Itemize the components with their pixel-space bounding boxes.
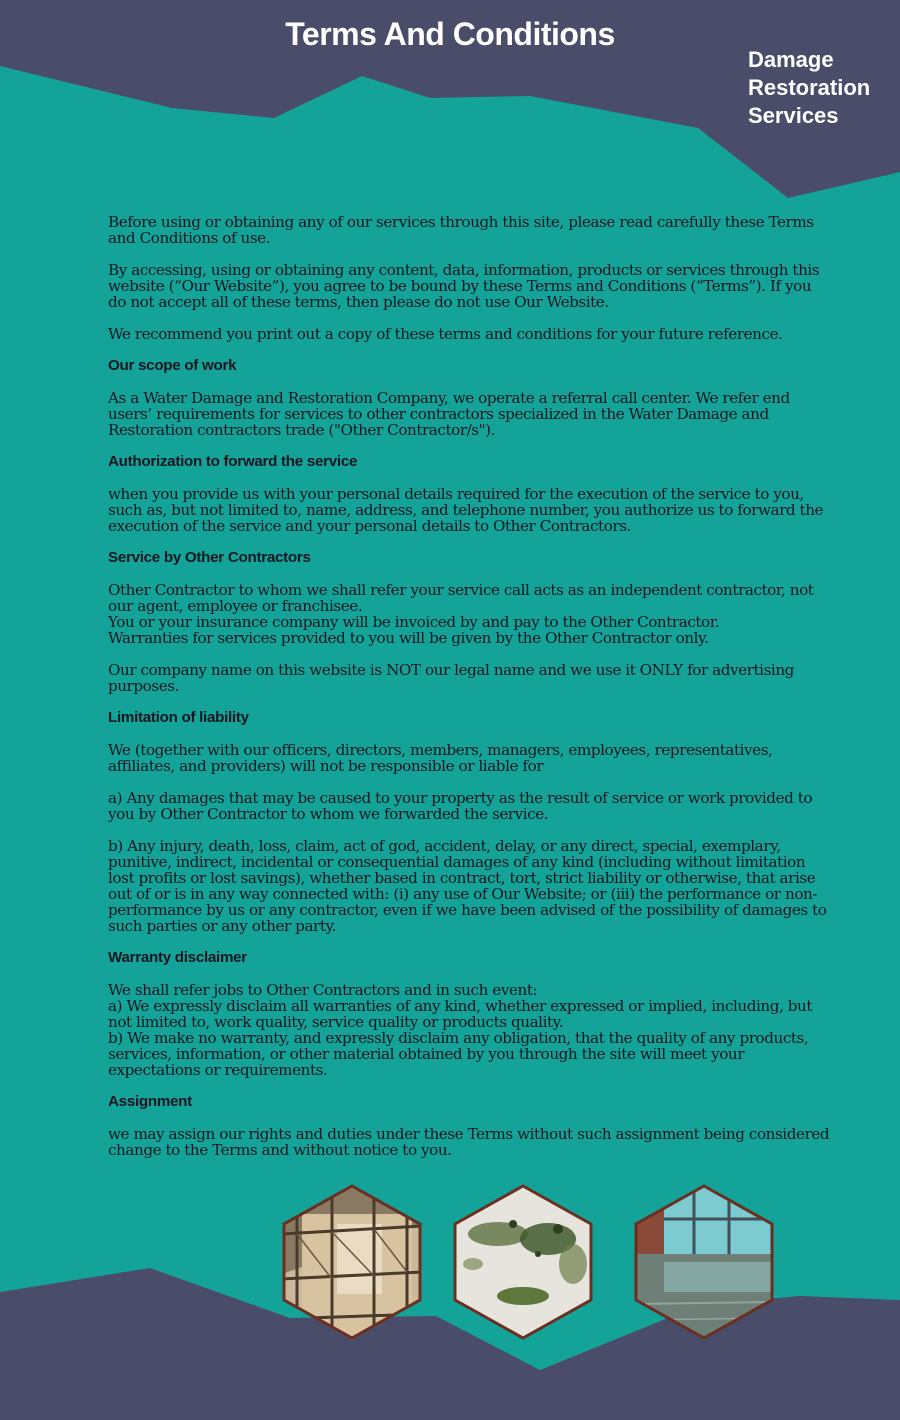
authorization-paragraph: when you provide us with your personal details required for the execution of the service to you, such as, but not limited to, name, address, and telephone number, you authorize us to forward the execution of the service and your personal details to Other Contractors. (108, 485, 824, 535)
liability-paragraph-3: b) Any injury, death, loss, claim, act of god, accident, delay, or any direct, special, exemplary, punitive, indirect, incidental or consequential damages of any kind (including without limitation lost profits or lost savings), whether based in contract, tort, strict liability or otherwise, that arise out of or is in any way connected with: (i) any use of Our Website; or (iii) the performance or non-performance by us or any contractor, even if we have been advised of the possibility of damages to such parties or any other party. (108, 837, 827, 935)
liability-paragraph-1: We (together with our officers, directors, members, managers, employees, representatives, affiliates, and providers) will not be responsible or liable for (108, 741, 773, 775)
warranty-heading: Warranty disclaimer (108, 949, 247, 966)
terms-content (108, 214, 830, 1174)
service-line-1: Other Contractor to whom we shall refer your service call acts as an independent contractor, not our agent, employee or franchisee. (108, 581, 814, 615)
intro-paragraph-2: By accessing, using or obtaining any content, data, information, products or services through this website (“Our Website”), you agree to be bound by these Terms and Conditions (“Terms”). If you do not accept all of these terms, then please do not use Our Website. (108, 261, 820, 311)
scope-paragraph: As a Water Damage and Restoration Company, we operate a referral call center. We refer end users’ requirements for services to other contractors specialized in the Water Damage and Restoration contractors trade ("Other Contractor/s"). (108, 389, 790, 439)
assignment-paragraph: we may assign our rights and duties under these Terms without such assignment being considered change to the Terms and without notice to you. (108, 1125, 830, 1159)
brand-line-1: Damage (748, 47, 834, 72)
scaffolding-photo (282, 1184, 422, 1340)
warranty-line-3: b) We make no warranty, and expressly disclaim any obligation, that the quality of any products, services, information, or other material obtained by you through the site will meet your expectations or requirements. (108, 1029, 809, 1079)
liability-paragraph-2: a) Any damages that may be caused to your property as the result of service or work provided to you by Other Contractor to whom we forwarded the service. (108, 789, 813, 823)
flooded-room-photo (634, 1184, 774, 1340)
service-line-3: Warranties for services provided to you will be given by the Other Contractor only. (108, 629, 709, 647)
service-heading: Service by Other Contractors (108, 549, 311, 566)
liability-heading: Limitation of liability (108, 709, 249, 726)
scope-heading: Our scope of work (108, 357, 237, 374)
intro-paragraph-3: We recommend you print out a copy of these terms and conditions for your future reference. (108, 325, 783, 343)
page-title: Terms And Conditions (285, 16, 615, 52)
brand-line-2: Restoration (748, 75, 871, 100)
service-line-2: You or your insurance company will be invoiced by and pay to the Other Contractor. (108, 613, 720, 631)
authorization-heading: Authorization to forward the service (108, 453, 358, 470)
assignment-heading: Assignment (108, 1093, 192, 1110)
mold-wall-photo (453, 1184, 593, 1340)
warranty-line-2: a) We expressly disclaim all warranties of any kind, whether expressed or implied, including, but not limited to, work quality, service quality or products quality. (108, 997, 813, 1031)
intro-paragraph-1: Before using or obtaining any of our services through this site, please read carefully these Terms and Conditions of use. (108, 213, 814, 247)
warranty-line-1: We shall refer jobs to Other Contractors and in such event: (108, 981, 538, 999)
brand-line-3: Services (748, 103, 839, 128)
service-paragraph-2: Our company name on this website is NOT our legal name and we use it ONLY for advertising purposes. (108, 661, 794, 695)
brand-name (748, 46, 888, 130)
